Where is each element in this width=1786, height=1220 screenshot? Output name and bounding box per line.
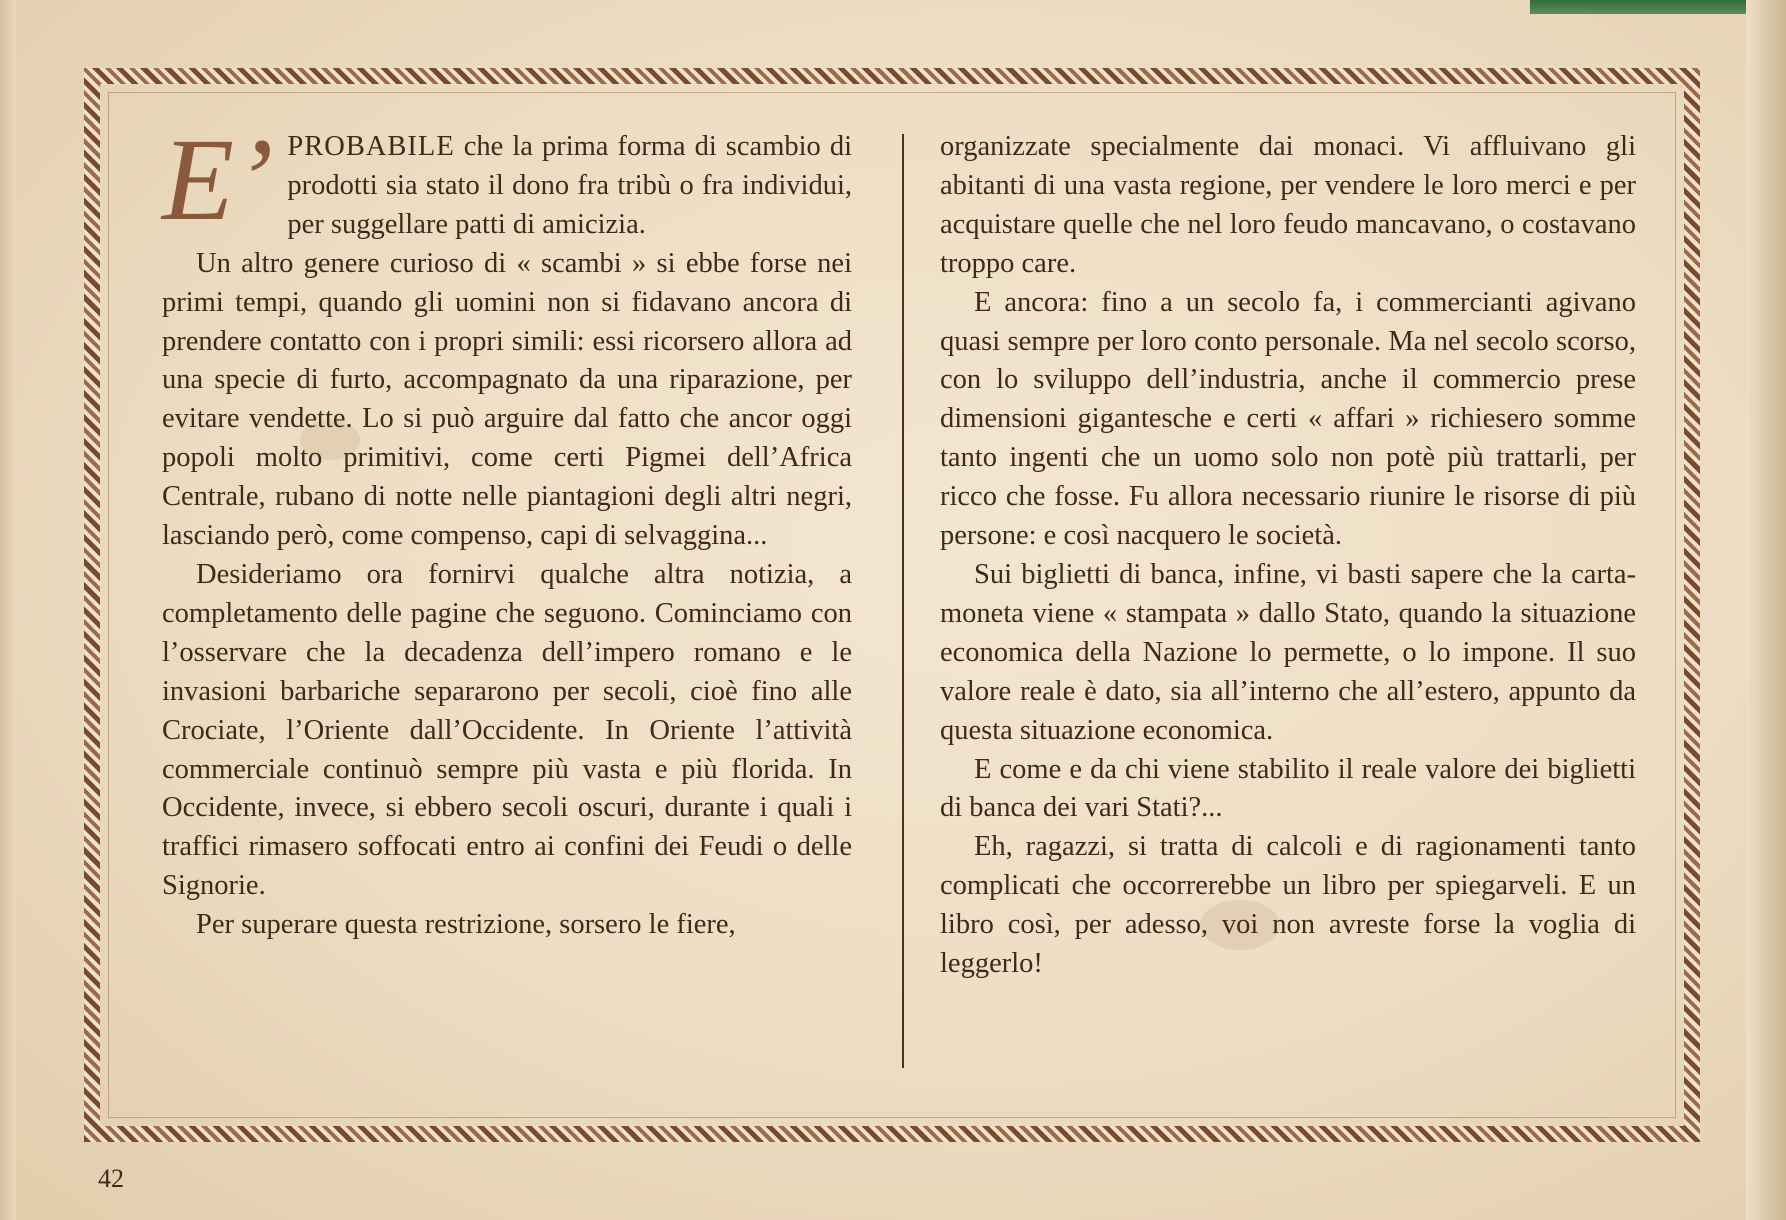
column-divider [902,134,904,1068]
right-column [940,128,1636,984]
page-edge [1746,0,1786,1220]
opening-paragraph [162,114,852,245]
paragraph: Un altro genere curioso di « scambi » si ebbe forse nei primi tempi, quando gli uomini non si fidavano ancora di prendere contatto con i propri simili: essi ricorsero allora ad una specie di furto, accompagnato da una riparazione, per evitare vendette. Lo si può arguire dal fatto che ancor oggi popoli molto primitivi, come certi Pigmei dell’Africa Centrale, rubano di notte nelle piantagioni degli altri negri, lasciando però, come compenso, capi di selvaggina... [162,247,852,552]
paragraph-text: che la prima forma di scambio di prodotti sia stato il dono fra tribù o fra individui, per suggellare patti di amicizia. [287,131,852,240]
drop-cap: E’ [162,114,274,245]
paragraph: Sui biglietti di banca, infine, vi basti sapere che la carta-moneta viene « stampata » dallo Stato, quando la situazione economica della Nazione lo permette, o lo impone. Il suo valore reale è dato, sia all’interno che all’estero, appunto da questa situazione economica. [940,558,1636,746]
page-edge [0,0,16,1220]
paragraph: Per superare questa restrizione, sorsero le fiere, [196,909,736,941]
paragraph: Desideriamo ora fornirvi qualche altra notizia, a completamento delle pagine che seguono. Cominciamo con l’osservare che la decadenza dell’impero romano e le invasioni barbariche separarono per secoli, cioè fino alle Crociate, l’Oriente dall’Occidente. In Oriente l’attività commerciale continuò sempre più vasta e più florida. In Occidente, invece, si ebbero secoli oscuri, durante i quali i traffici rimasero soffocati entro ai confini dei Feudi o delle Signorie. [162,558,852,902]
paragraph: E come e da chi viene stabilito il reale valore dei biglietti di banca dei vari Stati?... [940,753,1636,824]
paragraph: E ancora: fino a un secolo fa, i commercianti agivano quasi sempre per loro conto personale. Ma nel secolo scorso, con lo sviluppo dell’industria, anche il commercio prese dimensioni gigantesche e certi « affari » richiesero somme tanto ingenti che un uomo solo non potè più trattarli, per ricco che fosse. Fu allora necessario riunire le risorse di più persone: e così nacquero le società. [940,286,1636,552]
left-column [162,114,852,945]
lead-word: PROBABILE [287,131,455,162]
paragraph: Eh, ragazzi, si tratta di calcoli e di ragionamenti tanto complicati che occorrerebbe un libro per spiegarveli. E un libro così, per adesso, voi non avreste forse la voglia di leggerlo! [940,831,1636,980]
paragraph: organizzate specialmente dai monaci. Vi affluivano gli abitanti di una vasta regione, per vendere le loro merci e per acquistare quelle che nel loro feudo mancavano, o costavano troppo care. [940,131,1636,279]
page-number: 42 [98,1164,124,1193]
